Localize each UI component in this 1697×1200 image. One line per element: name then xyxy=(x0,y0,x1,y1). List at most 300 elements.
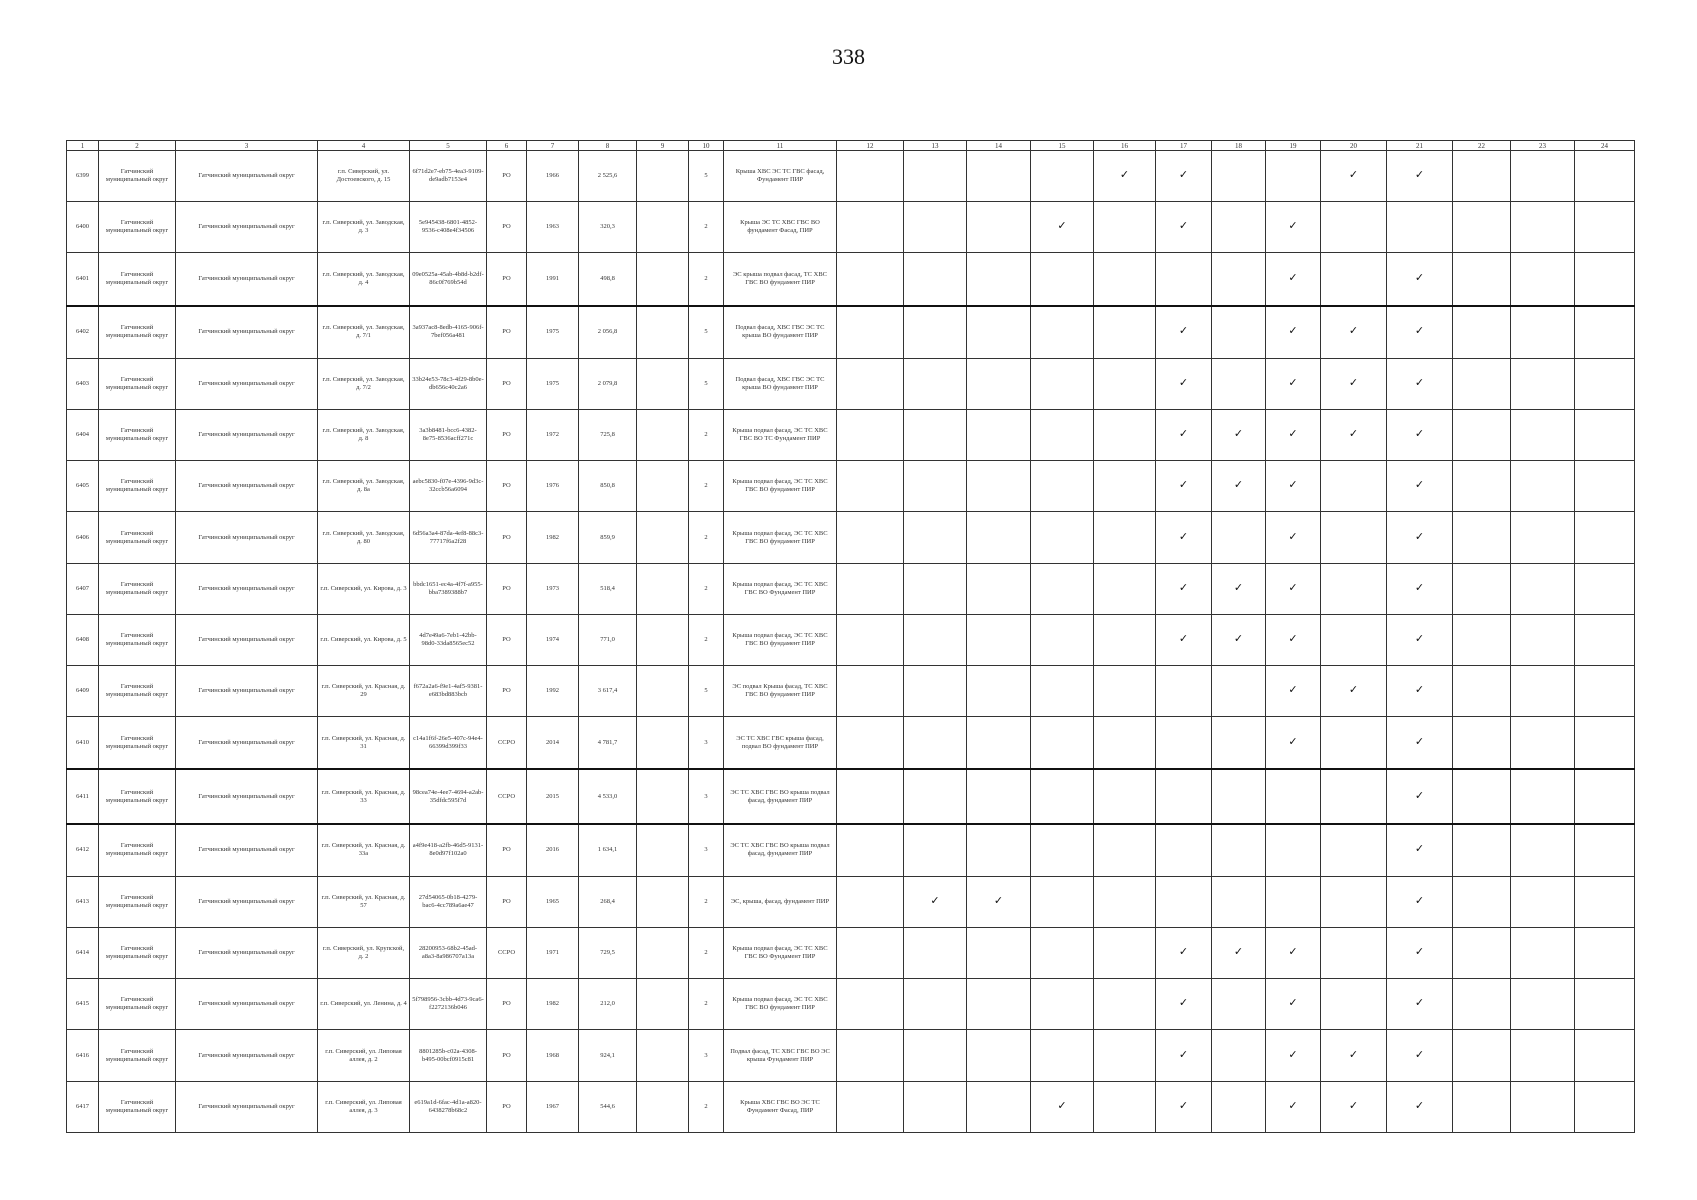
work-column-17-cell xyxy=(1156,202,1212,253)
work-column-23-cell xyxy=(1511,253,1575,306)
work-column-22-cell xyxy=(1453,461,1511,512)
table-row xyxy=(67,666,1635,717)
year-cell: 1963 xyxy=(527,202,579,253)
district-cell: Гатчинский муниципальный округ xyxy=(99,1030,176,1081)
work-column-14-cell xyxy=(967,461,1031,512)
column-9-cell xyxy=(637,151,689,202)
work-column-20-cell xyxy=(1321,202,1387,253)
check-mark-icon: ✓ xyxy=(1414,631,1425,645)
fund-type-cell: РО xyxy=(487,358,527,409)
district-cell: Гатчинский муниципальный округ xyxy=(99,253,176,306)
work-column-23-cell xyxy=(1511,1030,1575,1081)
work-column-12-cell xyxy=(837,151,904,202)
work-column-24-cell xyxy=(1575,410,1635,461)
year-cell: 1965 xyxy=(527,876,579,927)
check-mark-icon: ✓ xyxy=(1057,219,1067,233)
work-column-16-cell xyxy=(1094,306,1156,359)
work-column-17-cell xyxy=(1156,512,1212,563)
fund-type-cell: РО xyxy=(487,151,527,202)
work-column-22-cell xyxy=(1453,876,1511,927)
column-9-cell xyxy=(637,358,689,409)
fund-type-cell: РО xyxy=(487,1030,527,1081)
work-column-23-cell xyxy=(1511,928,1575,979)
work-column-13-cell xyxy=(904,876,967,927)
column-header: 20 xyxy=(1321,141,1387,151)
check-mark-icon: ✓ xyxy=(1414,375,1425,389)
area-cell: 4 781,7 xyxy=(579,717,637,770)
district-cell: Гатчинский муниципальный округ xyxy=(99,824,176,877)
row-number-cell: 6415 xyxy=(67,979,99,1030)
works-cell: ЭС ТС ХВС ГВС крыша фасад, подвал ВО фундамент ПИР xyxy=(724,717,837,770)
column-9-cell xyxy=(637,563,689,614)
work-column-23-cell xyxy=(1511,151,1575,202)
work-column-16-cell xyxy=(1094,824,1156,877)
check-mark-icon: ✓ xyxy=(1288,580,1298,594)
row-number-cell: 6401 xyxy=(67,253,99,306)
area-cell: 725,8 xyxy=(579,410,637,461)
work-column-18-cell xyxy=(1212,824,1266,877)
work-column-12-cell xyxy=(837,824,904,877)
address-cell: г.п. Сиверский, ул. Ленина, д. 4 xyxy=(318,979,410,1030)
table-row xyxy=(67,928,1635,979)
check-mark-icon: ✓ xyxy=(1348,427,1359,441)
work-column-24-cell xyxy=(1575,512,1635,563)
column-number-row xyxy=(67,141,1635,151)
check-mark-icon: ✓ xyxy=(1178,219,1189,233)
work-column-23-cell xyxy=(1511,512,1575,563)
check-mark-icon: ✓ xyxy=(1414,788,1425,802)
check-mark-icon: ✓ xyxy=(1288,271,1298,284)
work-column-17-cell xyxy=(1156,461,1212,512)
work-column-24-cell xyxy=(1575,253,1635,306)
work-column-13-cell xyxy=(904,512,967,563)
work-column-20-cell xyxy=(1321,1030,1387,1081)
work-column-12-cell xyxy=(837,306,904,359)
fund-type-cell: РО xyxy=(487,512,527,563)
work-column-19-cell xyxy=(1266,1030,1321,1081)
work-column-13-cell xyxy=(904,202,967,253)
check-mark-icon: ✓ xyxy=(1348,1098,1359,1112)
works-cell: ЭС, крыша, фасад, фундамент ПИР xyxy=(724,876,837,927)
guid-cell: a4f9e418-a2fb-46d5-9131-8e0d97f102a0 xyxy=(410,824,487,877)
work-column-18-cell xyxy=(1212,253,1266,306)
works-cell: Крыша подвал фасад, ЭС ТС ХВС ГВС ВО фундамент ПИР xyxy=(724,512,837,563)
column-header: 14 xyxy=(967,141,1031,151)
check-mark-icon: ✓ xyxy=(1178,168,1189,182)
check-mark-icon: ✓ xyxy=(1414,842,1425,856)
address-cell: г.п. Сиверский, ул. Кирова, д. 5 xyxy=(318,614,410,665)
work-column-16-cell xyxy=(1094,769,1156,823)
work-column-20-cell xyxy=(1321,461,1387,512)
work-column-24-cell xyxy=(1575,876,1635,927)
check-mark-icon: ✓ xyxy=(1288,478,1298,492)
guid-cell: 6f71d2e7-eb75-4ea3-9109-de9adb7153e4 xyxy=(410,151,487,202)
work-column-19-cell xyxy=(1266,1081,1321,1132)
work-column-21-cell xyxy=(1387,306,1453,359)
work-column-20-cell xyxy=(1321,151,1387,202)
year-cell: 1968 xyxy=(527,1030,579,1081)
column-header: 23 xyxy=(1511,141,1575,151)
work-column-23-cell xyxy=(1511,979,1575,1030)
check-mark-icon: ✓ xyxy=(1288,1047,1298,1061)
column-9-cell xyxy=(637,512,689,563)
guid-cell: aebc5830-f07e-4396-9d3c-32ccb56a6094 xyxy=(410,461,487,512)
work-column-24-cell xyxy=(1575,358,1635,409)
column-header: 8 xyxy=(579,141,637,151)
work-column-16-cell xyxy=(1094,512,1156,563)
check-mark-icon: ✓ xyxy=(1057,1098,1067,1112)
column-header: 22 xyxy=(1453,141,1511,151)
work-column-13-cell xyxy=(904,306,967,359)
check-mark-icon: ✓ xyxy=(1414,580,1425,594)
work-column-16-cell xyxy=(1094,1081,1156,1132)
check-mark-icon: ✓ xyxy=(1233,478,1244,492)
work-column-12-cell xyxy=(837,1081,904,1132)
table-row xyxy=(67,151,1635,202)
municipality-cell: Гатчинский муниципальный округ xyxy=(176,928,318,979)
municipality-cell: Гатчинский муниципальный округ xyxy=(176,253,318,306)
work-column-19-cell xyxy=(1266,563,1321,614)
table-row xyxy=(67,253,1635,306)
guid-cell: bbdc1651-ec4a-4f7f-a955-bba7389388b7 xyxy=(410,563,487,614)
work-column-15-cell xyxy=(1031,876,1094,927)
work-column-24-cell xyxy=(1575,824,1635,877)
works-cell: Крыша подвал фасад, ЭС ТС ХВС ГВС ВО фундамент ПИР xyxy=(724,614,837,665)
district-cell: Гатчинский муниципальный округ xyxy=(99,410,176,461)
fund-type-cell: РО xyxy=(487,979,527,1030)
work-column-22-cell xyxy=(1453,512,1511,563)
address-cell: г.п. Сиверский, ул. Заводская, д. 8 xyxy=(318,410,410,461)
work-column-24-cell xyxy=(1575,717,1635,770)
guid-cell: 6d56a3a4-87da-4ef8-88c3-77717f6a2f28 xyxy=(410,512,487,563)
work-column-18-cell xyxy=(1212,717,1266,770)
work-column-15-cell xyxy=(1031,928,1094,979)
work-column-16-cell xyxy=(1094,202,1156,253)
work-column-21-cell xyxy=(1387,253,1453,306)
work-column-12-cell xyxy=(837,928,904,979)
column-header: 18 xyxy=(1212,141,1266,151)
check-mark-icon: ✓ xyxy=(1178,529,1189,543)
work-column-24-cell xyxy=(1575,1030,1635,1081)
work-column-22-cell xyxy=(1453,306,1511,359)
district-cell: Гатчинский муниципальный округ xyxy=(99,151,176,202)
column-header: 13 xyxy=(904,141,967,151)
floors-cell: 3 xyxy=(689,1030,724,1081)
work-column-16-cell xyxy=(1094,358,1156,409)
district-cell: Гатчинский муниципальный округ xyxy=(99,928,176,979)
table-row xyxy=(67,202,1635,253)
work-column-20-cell xyxy=(1321,876,1387,927)
municipality-cell: Гатчинский муниципальный округ xyxy=(176,461,318,512)
fund-type-cell: РО xyxy=(487,563,527,614)
work-column-15-cell xyxy=(1031,979,1094,1030)
work-column-19-cell xyxy=(1266,410,1321,461)
work-column-23-cell xyxy=(1511,1081,1575,1132)
work-column-19-cell xyxy=(1266,202,1321,253)
check-mark-icon: ✓ xyxy=(1119,168,1130,182)
work-column-15-cell xyxy=(1031,253,1094,306)
work-column-20-cell xyxy=(1321,563,1387,614)
row-number-cell: 6412 xyxy=(67,824,99,877)
floors-cell: 5 xyxy=(689,666,724,717)
work-column-12-cell xyxy=(837,358,904,409)
district-cell: Гатчинский муниципальный округ xyxy=(99,666,176,717)
area-cell: 4 533,0 xyxy=(579,769,637,823)
work-column-14-cell xyxy=(967,717,1031,770)
check-mark-icon: ✓ xyxy=(1414,529,1425,543)
fund-type-cell: РО xyxy=(487,1081,527,1132)
work-column-19-cell xyxy=(1266,824,1321,877)
check-mark-icon: ✓ xyxy=(1414,1047,1425,1061)
work-column-21-cell xyxy=(1387,928,1453,979)
fund-type-cell: РО xyxy=(487,614,527,665)
table-row xyxy=(67,769,1635,823)
area-cell: 850,8 xyxy=(579,461,637,512)
year-cell: 1982 xyxy=(527,512,579,563)
work-column-22-cell xyxy=(1453,202,1511,253)
work-column-21-cell xyxy=(1387,358,1453,409)
work-column-18-cell xyxy=(1212,358,1266,409)
check-mark-icon: ✓ xyxy=(1288,375,1298,389)
work-column-18-cell xyxy=(1212,151,1266,202)
work-column-14-cell xyxy=(967,253,1031,306)
work-column-18-cell xyxy=(1212,512,1266,563)
area-cell: 729,5 xyxy=(579,928,637,979)
work-column-21-cell xyxy=(1387,151,1453,202)
check-mark-icon: ✓ xyxy=(1288,631,1298,645)
works-cell: Крыша подвал фасад, ЭС ТС ХВС ГВС ВО Фундамент ПИР xyxy=(724,928,837,979)
floors-cell: 5 xyxy=(689,306,724,359)
floors-cell: 2 xyxy=(689,876,724,927)
municipality-cell: Гатчинский муниципальный округ xyxy=(176,769,318,823)
work-column-21-cell xyxy=(1387,202,1453,253)
work-column-22-cell xyxy=(1453,769,1511,823)
address-cell: г.п. Сиверский, ул. Достоевского, д. 15 xyxy=(318,151,410,202)
work-column-23-cell xyxy=(1511,769,1575,823)
work-column-16-cell xyxy=(1094,876,1156,927)
work-column-13-cell xyxy=(904,769,967,823)
works-cell: Крыша подвал фасад, ЭС ТС ХВС ГВС ВО фундамент ПИР xyxy=(724,461,837,512)
work-column-22-cell xyxy=(1453,928,1511,979)
fund-type-cell: РО xyxy=(487,666,527,717)
work-column-21-cell xyxy=(1387,1081,1453,1132)
work-column-16-cell xyxy=(1094,614,1156,665)
row-number-cell: 6416 xyxy=(67,1030,99,1081)
district-cell: Гатчинский муниципальный округ xyxy=(99,563,176,614)
fund-type-cell: РО xyxy=(487,824,527,877)
work-column-15-cell xyxy=(1031,666,1094,717)
area-cell: 2 056,8 xyxy=(579,306,637,359)
work-column-18-cell xyxy=(1212,1030,1266,1081)
floors-cell: 3 xyxy=(689,717,724,770)
work-column-18-cell xyxy=(1212,614,1266,665)
table-row xyxy=(67,410,1635,461)
work-column-15-cell xyxy=(1031,717,1094,770)
guid-cell: 98cea74e-4ee7-4694-a2ab-35dfdc595f7d xyxy=(410,769,487,823)
work-column-20-cell xyxy=(1321,824,1387,877)
work-column-22-cell xyxy=(1453,614,1511,665)
work-column-14-cell xyxy=(967,410,1031,461)
work-column-15-cell xyxy=(1031,512,1094,563)
check-mark-icon: ✓ xyxy=(1233,945,1244,959)
work-column-15-cell xyxy=(1031,1030,1094,1081)
check-mark-icon: ✓ xyxy=(1288,219,1298,233)
year-cell: 1972 xyxy=(527,410,579,461)
column-header: 19 xyxy=(1266,141,1321,151)
work-column-22-cell xyxy=(1453,1030,1511,1081)
fund-type-cell: ССРО xyxy=(487,928,527,979)
floors-cell: 3 xyxy=(689,769,724,823)
works-cell: Подвал фасад, ХВС ГВС ЭС ТС крыша ВО фундамент ПИР xyxy=(724,358,837,409)
work-column-12-cell xyxy=(837,666,904,717)
district-cell: Гатчинский муниципальный округ xyxy=(99,979,176,1030)
work-column-16-cell xyxy=(1094,151,1156,202)
table-row xyxy=(67,614,1635,665)
work-column-21-cell xyxy=(1387,979,1453,1030)
work-column-14-cell xyxy=(967,306,1031,359)
year-cell: 1982 xyxy=(527,979,579,1030)
year-cell: 1967 xyxy=(527,1081,579,1132)
work-column-15-cell xyxy=(1031,151,1094,202)
work-column-21-cell xyxy=(1387,876,1453,927)
work-column-14-cell xyxy=(967,979,1031,1030)
guid-cell: 33b24e53-78c3-4f29-8b0e-db656c40c2a6 xyxy=(410,358,487,409)
work-column-13-cell xyxy=(904,928,967,979)
floors-cell: 2 xyxy=(689,410,724,461)
row-number-cell: 6403 xyxy=(67,358,99,409)
fund-type-cell: ССРО xyxy=(487,769,527,823)
work-column-12-cell xyxy=(837,717,904,770)
check-mark-icon: ✓ xyxy=(1178,631,1189,645)
check-mark-icon: ✓ xyxy=(1288,996,1298,1010)
work-column-14-cell xyxy=(967,1030,1031,1081)
table-row xyxy=(67,461,1635,512)
check-mark-icon: ✓ xyxy=(930,893,940,907)
work-column-17-cell xyxy=(1156,979,1212,1030)
work-column-14-cell xyxy=(967,769,1031,823)
work-column-20-cell xyxy=(1321,253,1387,306)
year-cell: 2014 xyxy=(527,717,579,770)
work-column-17-cell xyxy=(1156,717,1212,770)
work-column-15-cell xyxy=(1031,410,1094,461)
work-column-16-cell xyxy=(1094,461,1156,512)
check-mark-icon: ✓ xyxy=(1288,734,1298,748)
work-column-23-cell xyxy=(1511,202,1575,253)
work-column-14-cell xyxy=(967,512,1031,563)
work-column-21-cell xyxy=(1387,717,1453,770)
table-row xyxy=(67,717,1635,770)
works-cell: Крыша подвал фасад, ЭС ТС ХВС ГВС ВО ТС Фундамент ПИР xyxy=(724,410,837,461)
guid-cell: 28200953-68b2-45ad-a8a3-8a986707a13a xyxy=(410,928,487,979)
work-column-17-cell xyxy=(1156,563,1212,614)
check-mark-icon: ✓ xyxy=(1414,683,1425,697)
year-cell: 1971 xyxy=(527,928,579,979)
municipality-cell: Гатчинский муниципальный округ xyxy=(176,1081,318,1132)
work-column-19-cell xyxy=(1266,717,1321,770)
address-cell: г.п. Сиверский, ул. Заводская, д. 8а xyxy=(318,461,410,512)
row-number-cell: 6402 xyxy=(67,306,99,359)
work-column-12-cell xyxy=(837,512,904,563)
column-9-cell xyxy=(637,717,689,770)
municipality-cell: Гатчинский муниципальный округ xyxy=(176,306,318,359)
work-column-23-cell xyxy=(1511,876,1575,927)
check-mark-icon: ✓ xyxy=(1414,324,1425,338)
works-cell: ЭС крыша подвал фасад, ТС ХВС ГВС ВО фундамент ПИР xyxy=(724,253,837,306)
municipality-cell: Гатчинский муниципальный округ xyxy=(176,202,318,253)
district-cell: Гатчинский муниципальный округ xyxy=(99,512,176,563)
guid-cell: 4d7e49a6-7eb1-42bb-98d0-33da8565ec52 xyxy=(410,614,487,665)
column-9-cell xyxy=(637,876,689,927)
check-mark-icon: ✓ xyxy=(1178,375,1189,389)
guid-cell: e619a1d-6fac-4d1a-a820-6438278b68c2 xyxy=(410,1081,487,1132)
municipality-cell: Гатчинский муниципальный округ xyxy=(176,824,318,877)
check-mark-icon: ✓ xyxy=(1414,1098,1425,1112)
year-cell: 2015 xyxy=(527,769,579,823)
area-cell: 268,4 xyxy=(579,876,637,927)
column-header: 7 xyxy=(527,141,579,151)
work-column-15-cell xyxy=(1031,614,1094,665)
floors-cell: 5 xyxy=(689,151,724,202)
work-column-22-cell xyxy=(1453,717,1511,770)
work-column-18-cell xyxy=(1212,769,1266,823)
table-row xyxy=(67,979,1635,1030)
year-cell: 1992 xyxy=(527,666,579,717)
district-cell: Гатчинский муниципальный округ xyxy=(99,717,176,770)
work-column-13-cell xyxy=(904,461,967,512)
works-table xyxy=(66,140,1635,1133)
check-mark-icon: ✓ xyxy=(1414,945,1425,959)
work-column-17-cell xyxy=(1156,151,1212,202)
municipality-cell: Гатчинский муниципальный округ xyxy=(176,512,318,563)
column-header: 11 xyxy=(724,141,837,151)
column-header: 17 xyxy=(1156,141,1212,151)
floors-cell: 2 xyxy=(689,563,724,614)
address-cell: г.п. Сиверский, ул. Красная, д. 33а xyxy=(318,824,410,877)
page-number: 338 xyxy=(832,44,865,69)
check-mark-icon: ✓ xyxy=(1233,631,1244,645)
row-number-cell: 6411 xyxy=(67,769,99,823)
work-column-15-cell xyxy=(1031,461,1094,512)
floors-cell: 2 xyxy=(689,461,724,512)
address-cell: г.п. Сиверский, ул. Липовая аллея, д. 2 xyxy=(318,1030,410,1081)
work-column-15-cell xyxy=(1031,824,1094,877)
column-header: 15 xyxy=(1031,141,1094,151)
guid-cell: 3a3b8481-bcc6-4382-8e75-8536acff271c xyxy=(410,410,487,461)
work-column-23-cell xyxy=(1511,410,1575,461)
check-mark-icon: ✓ xyxy=(1178,580,1189,594)
municipality-cell: Гатчинский муниципальный округ xyxy=(176,1030,318,1081)
area-cell: 771,0 xyxy=(579,614,637,665)
work-column-24-cell xyxy=(1575,1081,1635,1132)
check-mark-icon: ✓ xyxy=(1178,1047,1189,1061)
column-9-cell xyxy=(637,1030,689,1081)
check-mark-icon: ✓ xyxy=(1178,1098,1189,1112)
work-column-13-cell xyxy=(904,824,967,877)
check-mark-icon: ✓ xyxy=(1233,580,1244,594)
table-row xyxy=(67,1081,1635,1132)
work-column-15-cell xyxy=(1031,769,1094,823)
check-mark-icon: ✓ xyxy=(1288,1098,1298,1112)
address-cell: г.п. Сиверский, ул. Красная, д. 57 xyxy=(318,876,410,927)
work-column-20-cell xyxy=(1321,306,1387,359)
work-column-14-cell xyxy=(967,151,1031,202)
check-mark-icon: ✓ xyxy=(1414,893,1425,907)
work-column-13-cell xyxy=(904,410,967,461)
work-column-19-cell xyxy=(1266,461,1321,512)
check-mark-icon: ✓ xyxy=(1414,478,1425,492)
work-column-18-cell xyxy=(1212,666,1266,717)
work-column-17-cell xyxy=(1156,824,1212,877)
